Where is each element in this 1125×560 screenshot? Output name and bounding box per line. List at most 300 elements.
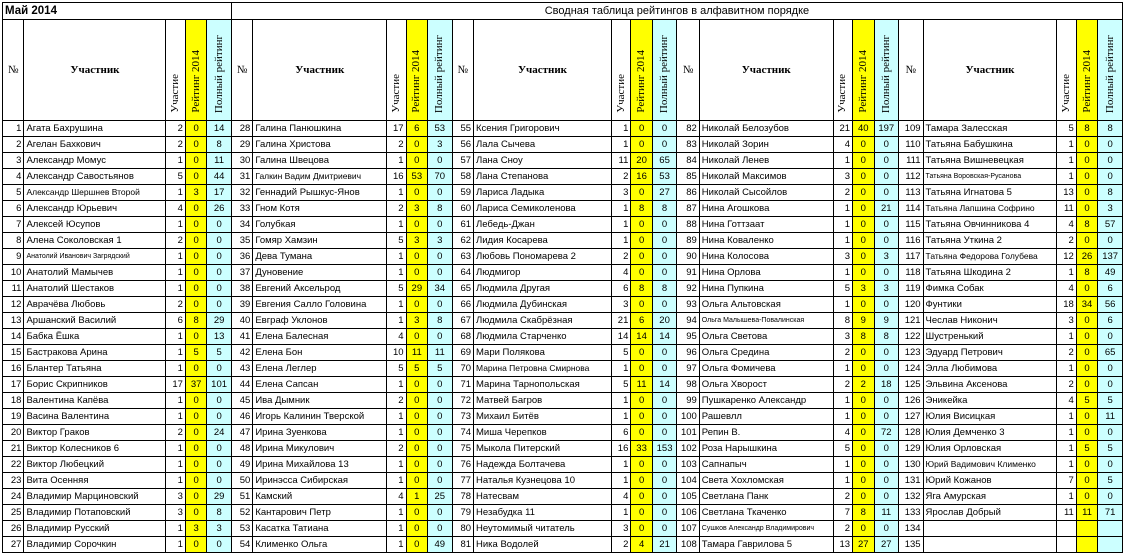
participant-name: Роза Нарышкина: [699, 441, 833, 457]
full-rating-value: 0: [207, 441, 232, 457]
row-number: 126: [899, 393, 924, 409]
header-full-rating-text: Полный рейтинг: [433, 34, 446, 113]
participation-count: 1: [387, 425, 406, 441]
row-number: 88: [677, 217, 699, 233]
row-number: 12: [3, 297, 24, 313]
participant-name: Людмила Старченко: [474, 329, 612, 345]
rating-2014-value: 0: [631, 233, 652, 249]
participant-name: Нина Коваленко: [699, 233, 833, 249]
row-number: 59: [452, 185, 473, 201]
rating-2014-value: 20: [631, 153, 652, 169]
rating-2014-value: 0: [1076, 377, 1097, 393]
participation-count: 1: [611, 233, 630, 249]
rating-2014-value: 3: [853, 281, 874, 297]
rating-2014-value: 0: [406, 393, 427, 409]
row-number: 89: [677, 233, 699, 249]
full-rating-value: 0: [652, 393, 677, 409]
full-rating-value: 3: [1098, 201, 1123, 217]
full-rating-value: 27: [652, 185, 677, 201]
full-rating-value: 0: [428, 393, 453, 409]
participant-name: Чеслав Никонич: [923, 313, 1057, 329]
row-number: 121: [899, 313, 924, 329]
participant-name: Галина Христова: [253, 137, 387, 153]
rating-2014-value: 0: [631, 489, 652, 505]
participation-count: 6: [611, 425, 630, 441]
row-number: 83: [677, 137, 699, 153]
participation-count: 11: [611, 153, 630, 169]
participant-name: Людмила Дубинская: [474, 297, 612, 313]
row-number: 67: [452, 313, 473, 329]
full-rating-value: 0: [652, 473, 677, 489]
header-participation: [611, 20, 630, 121]
row-number: 23: [3, 473, 24, 489]
participation-count: 4: [1057, 393, 1076, 409]
participant-name: Ника Водолей: [474, 537, 612, 553]
row-number: 99: [677, 393, 699, 409]
participation-count: 1: [611, 409, 630, 425]
row-number: 133: [899, 505, 924, 521]
row-number: 90: [677, 249, 699, 265]
participant-name: Агелан Бахкович: [24, 137, 166, 153]
rating-2014-value: 0: [853, 473, 874, 489]
rating-2014-value: 0: [631, 249, 652, 265]
participation-count: 1: [611, 393, 630, 409]
participant-name: Гном Котя: [253, 201, 387, 217]
participation-count: 1: [1057, 457, 1076, 473]
participation-count: 1: [387, 265, 406, 281]
table-row: [3, 329, 1123, 345]
full-rating-value: 3: [207, 521, 232, 537]
full-rating-value: 0: [652, 457, 677, 473]
header-full-rating-text: Полный рейтинг: [879, 34, 892, 113]
participation-count: 1: [1057, 425, 1076, 441]
rating-2014-value: 0: [853, 153, 874, 169]
full-rating-value: 3: [428, 233, 453, 249]
participant-name: Голубкая: [253, 217, 387, 233]
header-participant: Участник: [923, 20, 1057, 121]
full-rating-value: 11: [1098, 409, 1123, 425]
participant-name: Аврачёва Любовь: [24, 297, 166, 313]
full-rating-value: 0: [207, 297, 232, 313]
full-rating-value: 0: [428, 249, 453, 265]
row-number: 56: [452, 137, 473, 153]
participant-name: Евгений Аксельрод: [253, 281, 387, 297]
rating-2014-value: 0: [1076, 169, 1097, 185]
participation-count: 1: [387, 521, 406, 537]
header-number: №: [899, 20, 924, 121]
participation-count: 1: [833, 409, 852, 425]
header-full-rating-text: Полный рейтинг: [1103, 34, 1116, 113]
participant-name: Анатолий Шестаков: [24, 281, 166, 297]
rating-2014-value: 0: [406, 425, 427, 441]
rating-2014-value: 0: [853, 265, 874, 281]
participation-count: 1: [833, 201, 852, 217]
participant-name: Татьяна Шкодина 2: [923, 265, 1057, 281]
participation-count: 1: [611, 473, 630, 489]
participant-name: Ольга Альтовская: [699, 297, 833, 313]
row-number: 135: [899, 537, 924, 553]
rating-2014-value: 0: [185, 409, 206, 425]
participant-name: Марина Тарнопольская: [474, 377, 612, 393]
row-number: 122: [899, 329, 924, 345]
participant-name: Ирина Зуенкова: [253, 425, 387, 441]
row-number: 95: [677, 329, 699, 345]
participant-name: Тамара Залесская: [923, 121, 1057, 137]
rating-2014-value: [1076, 521, 1097, 537]
full-rating-value: 3: [874, 249, 899, 265]
rating-2014-value: 0: [631, 393, 652, 409]
participation-count: 3: [611, 297, 630, 313]
participant-name: Рашевлл: [699, 409, 833, 425]
participation-count: 2: [1057, 233, 1076, 249]
rating-2014-value: 0: [406, 217, 427, 233]
participation-count: 3: [1057, 313, 1076, 329]
participation-count: 5: [166, 169, 185, 185]
participation-count: 4: [611, 489, 630, 505]
participant-name: Анатолий Иванович Загрядский: [24, 249, 166, 265]
full-rating-value: 21: [652, 537, 677, 553]
header-rating-2014-text: Рейтинг 2014: [635, 50, 648, 113]
full-rating-value: 0: [1098, 137, 1123, 153]
participant-name: Эльвина Аксенова: [923, 377, 1057, 393]
row-number: 31: [231, 169, 252, 185]
rating-2014-value: 0: [185, 441, 206, 457]
rating-2014-value: 8: [1076, 265, 1097, 281]
participation-count: 1: [1057, 409, 1076, 425]
full-rating-value: 0: [652, 489, 677, 505]
full-rating-value: 137: [1098, 249, 1123, 265]
full-rating-value: 27: [874, 537, 899, 553]
participation-count: 2: [387, 393, 406, 409]
row-number: 113: [899, 185, 924, 201]
rating-2014-value: 0: [1076, 201, 1097, 217]
participation-count: 21: [611, 313, 630, 329]
row-number: 107: [677, 521, 699, 537]
row-number: 130: [899, 457, 924, 473]
participation-count: 5: [833, 441, 852, 457]
row-number: 108: [677, 537, 699, 553]
table-row: [3, 473, 1123, 489]
full-rating-value: 197: [874, 121, 899, 137]
participation-count: 12: [1057, 249, 1076, 265]
header-participation-text: Участие: [169, 74, 182, 113]
rating-2014-value: 0: [406, 377, 427, 393]
full-rating-value: 0: [874, 473, 899, 489]
full-rating-value: 14: [652, 377, 677, 393]
rating-2014-value: 5: [406, 361, 427, 377]
participant-name: Татьяна Уткина 2: [923, 233, 1057, 249]
rating-2014-value: 0: [1076, 457, 1097, 473]
participant-name: Николай Ленев: [699, 153, 833, 169]
row-number: 110: [899, 137, 924, 153]
rating-2014-value: 0: [406, 297, 427, 313]
participation-count: 2: [166, 137, 185, 153]
participant-name: Фимка Собак: [923, 281, 1057, 297]
participation-count: 13: [833, 537, 852, 553]
full-rating-value: 0: [428, 217, 453, 233]
participant-name: Ксения Григорович: [474, 121, 612, 137]
full-rating-value: 5: [1098, 441, 1123, 457]
row-number: 26: [3, 521, 24, 537]
table-row: [3, 185, 1123, 201]
full-rating-value: 5: [1098, 473, 1123, 489]
participant-name: Камский: [253, 489, 387, 505]
full-rating-value: 0: [874, 393, 899, 409]
participant-name: Татьяна Бабушкина: [923, 137, 1057, 153]
rating-2014-value: 0: [406, 505, 427, 521]
row-number: 24: [3, 489, 24, 505]
participation-count: 3: [166, 489, 185, 505]
participation-count: 1: [387, 153, 406, 169]
participant-name: Репин В.: [699, 425, 833, 441]
participation-count: 3: [611, 521, 630, 537]
full-rating-value: 57: [1098, 217, 1123, 233]
rating-2014-value: 0: [406, 457, 427, 473]
participant-name: Татьяна Воровская-Русанова: [923, 169, 1057, 185]
participation-count: 2: [166, 121, 185, 137]
rating-2014-value: 0: [185, 201, 206, 217]
participation-count: 1: [1057, 441, 1076, 457]
participation-count: 1: [611, 361, 630, 377]
rating-2014-value: 5: [185, 345, 206, 361]
participation-count: 1: [1057, 489, 1076, 505]
row-number: 42: [231, 345, 252, 361]
participant-name: Незабудка 11: [474, 505, 612, 521]
participant-name: Наталья Кузнецова 10: [474, 473, 612, 489]
participant-name: Элла Любимова: [923, 361, 1057, 377]
participant-name: Александр Шершнев Второй: [24, 185, 166, 201]
row-number: 63: [452, 249, 473, 265]
row-number: 68: [452, 329, 473, 345]
full-rating-value: 0: [1098, 233, 1123, 249]
row-number: 134: [899, 521, 924, 537]
full-rating-value: 0: [874, 345, 899, 361]
participation-count: 1: [833, 457, 852, 473]
rating-2014-value: 6: [406, 121, 427, 137]
participant-name: Лана Сноу: [474, 153, 612, 169]
table-row: [3, 505, 1123, 521]
full-rating-value: 26: [207, 201, 232, 217]
full-rating-value: 0: [652, 361, 677, 377]
header-participation-text: Участие: [836, 74, 849, 113]
rating-2014-value: 40: [853, 121, 874, 137]
participation-count: 1: [833, 393, 852, 409]
participation-count: 2: [833, 185, 852, 201]
participation-count: 1: [1057, 265, 1076, 281]
full-rating-value: 8: [428, 201, 453, 217]
row-number: 87: [677, 201, 699, 217]
participation-count: 4: [1057, 217, 1076, 233]
participant-name: Мари Полякова: [474, 345, 612, 361]
full-rating-value: 0: [874, 137, 899, 153]
participant-name: Агата Бахрушина: [24, 121, 166, 137]
rating-2014-value: 0: [631, 521, 652, 537]
row-number: 30: [231, 153, 252, 169]
rating-2014-value: 6: [631, 313, 652, 329]
rating-2014-value: 34: [1076, 297, 1097, 313]
row-number: 97: [677, 361, 699, 377]
row-number: 2: [3, 137, 24, 153]
rating-2014-value: 0: [185, 265, 206, 281]
participation-count: 5: [1057, 121, 1076, 137]
participant-name: Дуновение: [253, 265, 387, 281]
header-participation: [166, 20, 185, 121]
participant-name: Надежда Болтачева: [474, 457, 612, 473]
participant-name: Неутомимый читатель: [474, 521, 612, 537]
rating-2014-value: 0: [1076, 425, 1097, 441]
full-rating-value: 0: [428, 153, 453, 169]
participation-count: 1: [166, 217, 185, 233]
rating-2014-value: 0: [853, 297, 874, 313]
full-rating-value: 29: [207, 489, 232, 505]
rating-2014-value: 8: [185, 313, 206, 329]
rating-2014-value: 0: [631, 121, 652, 137]
full-rating-value: 20: [652, 313, 677, 329]
full-rating-value: 65: [652, 153, 677, 169]
participation-count: 3: [833, 329, 852, 345]
header-rating-2014: [631, 20, 652, 121]
row-number: 62: [452, 233, 473, 249]
full-rating-value: 9: [874, 313, 899, 329]
participant-name: Кантарович Петр: [253, 505, 387, 521]
full-rating-value: 0: [1098, 425, 1123, 441]
participant-name: Галина Панюшкина: [253, 121, 387, 137]
full-rating-value: 24: [207, 425, 232, 441]
participation-count: 2: [1057, 377, 1076, 393]
full-rating-value: 0: [207, 393, 232, 409]
rating-2014-value: 0: [1076, 233, 1097, 249]
rating-2014-value: 0: [853, 233, 874, 249]
participant-name: Яга Амурская: [923, 489, 1057, 505]
full-rating-value: 0: [428, 457, 453, 473]
table-row: [3, 377, 1123, 393]
rating-2014-value: 0: [185, 169, 206, 185]
header-rating-2014: [853, 20, 874, 121]
full-rating-value: 6: [1098, 281, 1123, 297]
participant-name: Лала Сычева: [474, 137, 612, 153]
full-rating-value: 65: [1098, 345, 1123, 361]
full-rating-value: 0: [1098, 329, 1123, 345]
rating-2014-value: 37: [185, 377, 206, 393]
row-number: 7: [3, 217, 24, 233]
participation-count: 1: [166, 281, 185, 297]
full-rating-value: 6: [1098, 313, 1123, 329]
row-number: 74: [452, 425, 473, 441]
rating-2014-value: 0: [406, 249, 427, 265]
rating-2014-value: 0: [631, 505, 652, 521]
rating-2014-value: 3: [406, 313, 427, 329]
row-number: 20: [3, 425, 24, 441]
header-participation-text: Участие: [1060, 74, 1073, 113]
participation-count: 2: [1057, 345, 1076, 361]
full-rating-value: 8: [207, 137, 232, 153]
header-full-rating-text: Полный рейтинг: [212, 34, 225, 113]
participant-name: Александр Момус: [24, 153, 166, 169]
participant-name: Татьяна Овчинникова 4: [923, 217, 1057, 233]
participation-count: 1: [833, 297, 852, 313]
participant-name: Владимир Русский: [24, 521, 166, 537]
participation-count: 1: [833, 473, 852, 489]
full-rating-value: 53: [652, 169, 677, 185]
rating-2014-value: 8: [631, 281, 652, 297]
rating-2014-value: 3: [185, 521, 206, 537]
row-number: 29: [231, 137, 252, 153]
participant-name: Сушков Александр Владимирович: [699, 521, 833, 537]
participant-name: Виктор Любецкий: [24, 457, 166, 473]
participant-name: Николай Белозубов: [699, 121, 833, 137]
participation-count: 4: [611, 265, 630, 281]
participation-count: 18: [1057, 297, 1076, 313]
participant-name: Лариса Ладыка: [474, 185, 612, 201]
participant-name: Людмила Другая: [474, 281, 612, 297]
full-rating-value: 0: [652, 249, 677, 265]
participation-count: 1: [387, 249, 406, 265]
participant-name: Валентина Капёва: [24, 393, 166, 409]
row-number: 5: [3, 185, 24, 201]
header-number: №: [677, 20, 699, 121]
rating-2014-value: 8: [853, 329, 874, 345]
full-rating-value: 0: [1098, 457, 1123, 473]
participant-name: Татьяна Лапшина Софрино: [923, 201, 1057, 217]
participation-count: 1: [611, 457, 630, 473]
full-rating-value: 5: [207, 345, 232, 361]
row-number: 17: [3, 377, 24, 393]
row-number: 132: [899, 489, 924, 505]
rating-2014-value: 5: [1076, 441, 1097, 457]
row-number: 102: [677, 441, 699, 457]
participant-name: Иринэсса Сибирская: [253, 473, 387, 489]
participation-count: 2: [166, 297, 185, 313]
row-number: 131: [899, 473, 924, 489]
row-number: 28: [231, 121, 252, 137]
participation-count: 2: [611, 537, 630, 553]
participation-count: 1: [387, 473, 406, 489]
rating-2014-value: 0: [185, 457, 206, 473]
rating-2014-value: 0: [853, 457, 874, 473]
full-rating-value: 11: [428, 345, 453, 361]
row-number: 14: [3, 329, 24, 345]
table-row: [3, 313, 1123, 329]
participation-count: 6: [611, 281, 630, 297]
full-rating-value: 0: [1098, 169, 1123, 185]
rating-2014-value: 0: [185, 393, 206, 409]
full-rating-value: 0: [428, 265, 453, 281]
full-rating-value: 0: [207, 409, 232, 425]
participant-name: Светлана Панк: [699, 489, 833, 505]
participation-count: 14: [611, 329, 630, 345]
participant-name: Николай Зорин: [699, 137, 833, 153]
full-rating-value: 49: [1098, 265, 1123, 281]
rating-2014-value: 2: [853, 377, 874, 393]
rating-2014-value: 11: [1076, 505, 1097, 521]
participant-name: Лебедь-Джан: [474, 217, 612, 233]
full-rating-value: 0: [428, 329, 453, 345]
participation-count: 4: [387, 489, 406, 505]
participant-name: Аршанский Василий: [24, 313, 166, 329]
rating-2014-value: 0: [1076, 329, 1097, 345]
row-number: 1: [3, 121, 24, 137]
table-row: [3, 409, 1123, 425]
participant-name: Блантер Татьяна: [24, 361, 166, 377]
rating-2014-value: 27: [853, 537, 874, 553]
participation-count: 3: [166, 505, 185, 521]
full-rating-value: 0: [874, 233, 899, 249]
full-rating-value: 11: [207, 153, 232, 169]
participation-count: 4: [833, 425, 852, 441]
participation-count: 1: [166, 185, 185, 201]
participation-count: 13: [1057, 185, 1076, 201]
participant-name: Николай Максимов: [699, 169, 833, 185]
